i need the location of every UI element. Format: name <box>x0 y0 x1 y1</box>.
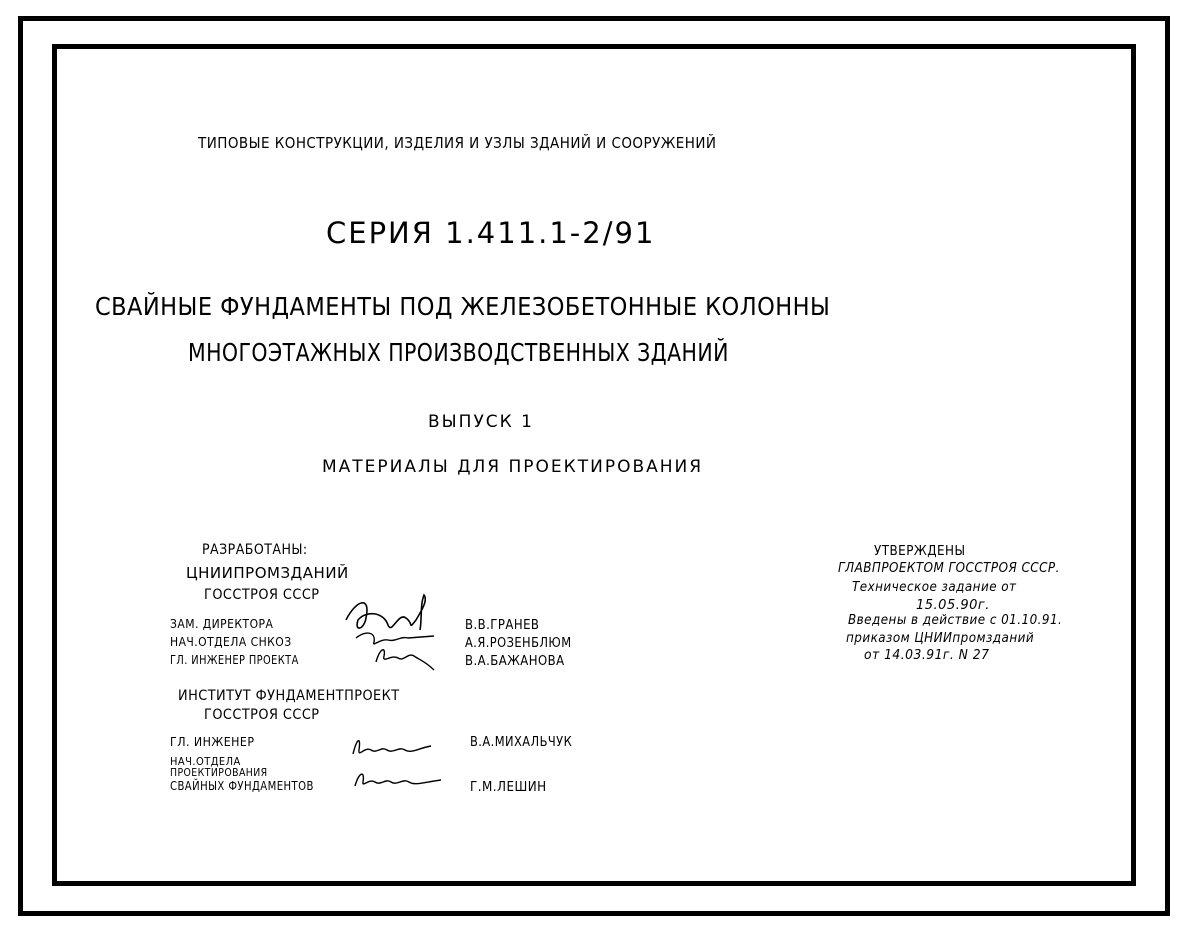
name-granev: В.В.ГРАНЕВ <box>465 618 540 633</box>
role-institute-dept-line3: СВАЙНЫХ ФУНДАМЕНТОВ <box>170 779 314 793</box>
series-number: СЕРИЯ 1.411.1-2/91 <box>326 216 656 250</box>
role-institute-dept-line2: ПРОЕКТИРОВАНИЯ <box>170 766 268 779</box>
institute-line2: ГОССТРОЯ СССР <box>204 707 320 723</box>
approved-line2: Техническое задание от <box>852 580 1017 595</box>
approved-line5: приказом ЦНИИпромзданий <box>846 631 1035 646</box>
approved-line6: от 14.03.91г. N 27 <box>864 648 990 663</box>
document-subtitle: МАТЕРИАЛЫ ДЛЯ ПРОЕКТИРОВАНИЯ <box>322 457 704 477</box>
role-institute-chief-engineer: ГЛ. ИНЖЕНЕР <box>170 735 255 749</box>
name-bazhanova: В.А.БАЖАНОВА <box>465 654 565 669</box>
header-line: ТИПОВЫЕ КОНСТРУКЦИИ, ИЗДЕЛИЯ И УЗЛЫ ЗДАНИЙ И СООРУЖЕНИЙ <box>198 134 717 152</box>
role-chief-engineer: ГЛ. ИНЖЕНЕР ПРОЕКТА <box>170 653 299 667</box>
signature-group-2 <box>345 728 445 798</box>
approved-line3: 15.05.90г. <box>916 598 990 613</box>
approved-heading: УТВЕРЖДЕНЫ <box>874 544 966 559</box>
name-leshin: Г.М.ЛЕШИН <box>470 780 547 795</box>
document-title-line2: МНОГОЭТАЖНЫХ ПРОИЗВОДСТВЕННЫХ ЗДАНИЙ <box>188 338 729 367</box>
role-deputy-director: ЗАМ. ДИРЕКТОРА <box>170 617 274 631</box>
institute-line1: ИНСТИТУТ ФУНДАМЕНТПРОЕКТ <box>178 688 400 704</box>
name-mikhalchuk: В.А.МИХАЛЬЧУК <box>470 735 573 750</box>
developed-heading: РАЗРАБОТАНЫ: <box>202 542 308 558</box>
name-rozenblum: А.Я.РОЗЕНБЛЮМ <box>465 636 572 651</box>
document-title-line1: СВАЙНЫЕ ФУНДАМЕНТЫ ПОД ЖЕЛЕЗОБЕТОННЫЕ КОЛОННЫ <box>95 292 831 321</box>
approved-line4: Введены в действие с 01.10.91. <box>848 613 1063 628</box>
signature-group-1 <box>336 590 446 675</box>
role-dept-head: НАЧ.ОТДЕЛА СНКОЗ <box>170 635 292 649</box>
role-institute-dept-line1: НАЧ.ОТДЕЛА <box>170 755 241 768</box>
developed-org-line2: ГОССТРОЯ СССР <box>204 587 320 603</box>
issue-label: ВЫПУСК 1 <box>428 412 534 432</box>
developed-org-line1: ЦНИИПРОМЗДАНИЙ <box>186 564 349 582</box>
approved-line1: ГЛАВПРОЕКТОМ ГОССТРОЯ СССР. <box>838 561 1060 576</box>
